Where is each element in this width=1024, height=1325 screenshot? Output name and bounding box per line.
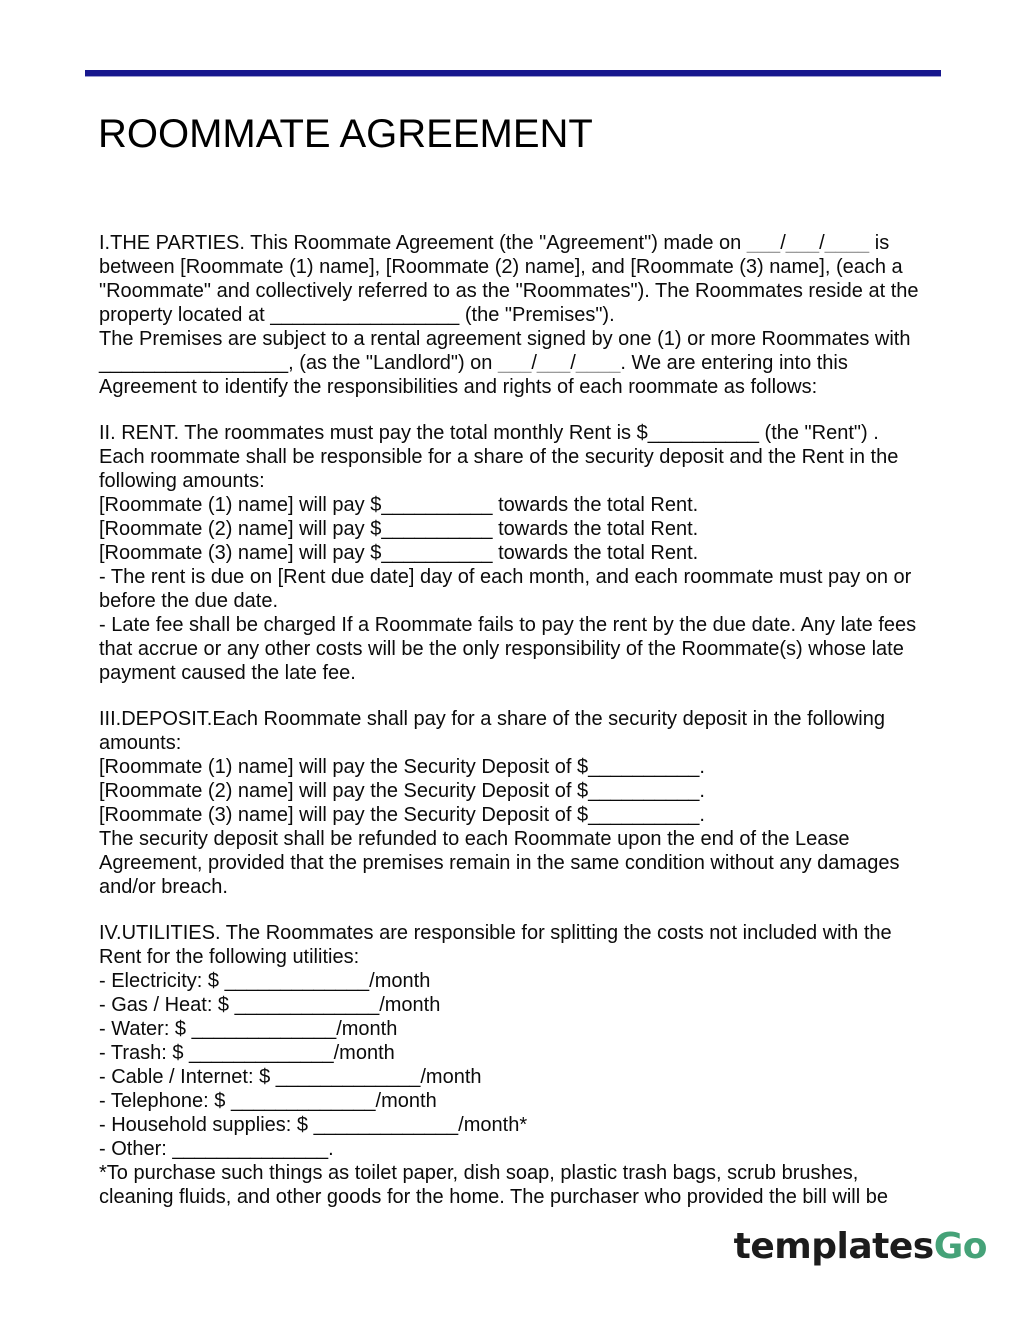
text-segment: . We are entering into this: [620, 352, 848, 374]
text-line: - Late fee shall be charged If a Roommate fails to pay the rent by the due date. Any late fees: [99, 614, 917, 636]
text-line: payment caused the late fee.: [99, 662, 356, 684]
page-title: ROOMMATE AGREEMENT: [98, 112, 593, 156]
text-segment: /: [819, 232, 825, 254]
templatesgo-logo: [734, 1226, 987, 1267]
text-line: - Water: $ _____________/month: [99, 1018, 398, 1040]
text-line: before the due date.: [99, 590, 279, 612]
text-segment: is: [869, 232, 890, 254]
text-line: - The rent is due on [Rent due date] day of each month, and each roommate must pay on or: [99, 566, 912, 588]
header-divider-rule: [85, 70, 941, 77]
text-segment: /: [780, 232, 786, 254]
text-line: property located at _________________ (the "Premises").: [99, 304, 615, 326]
logo-text-templates: templates: [733, 1226, 934, 1267]
text-line: Each roommate shall be responsible for a share of the security deposit and the Rent in the: [99, 446, 899, 468]
text-line: [Roommate (3) name] will pay the Security Deposit of $__________.: [99, 804, 705, 826]
text-line: Rent for the following utilities:: [99, 946, 360, 968]
text-line: following amounts:: [99, 470, 265, 492]
blank-fill-field: ____: [575, 352, 621, 374]
paragraph-utilities: [99, 921, 931, 1209]
paragraph-the-parties: [99, 231, 931, 399]
text-line: [Roommate (1) name] will pay the Security Deposit of $__________.: [99, 756, 705, 778]
text-segment: /: [531, 352, 537, 374]
text-line: [Roommate (1) name] will pay $__________ towards the total Rent.: [99, 494, 699, 516]
paragraph-deposit: [99, 707, 931, 899]
text-line: Agreement to identify the responsibilities and rights of each roommate as follows:: [99, 376, 818, 398]
text-line: [Roommate (3) name] will pay $__________ towards the total Rent.: [99, 542, 699, 564]
text-line: amounts:: [99, 732, 182, 754]
text-line: IV.UTILITIES. The Roommates are responsible for splitting the costs not included with the: [99, 922, 892, 944]
text-line: that accrue or any other costs will be the only responsibility of the Roommate(s) whose late: [99, 638, 904, 660]
text-line: between [Roommate (1) name], [Roommate (2) name], and [Roommate (3) name], (each a: [99, 256, 903, 278]
text-line: "Roommate" and collectively referred to as the "Roommates"). The Roommates reside at the: [99, 280, 919, 302]
text-line: - Household supplies: $ _____________/month*: [99, 1114, 528, 1136]
text-segment: /: [570, 352, 576, 374]
text-line: - Trash: $ _____________/month: [99, 1042, 395, 1064]
text-segment: _________________, (as the "Landlord") on: [99, 352, 498, 374]
logo-text-go: Go: [933, 1226, 987, 1267]
document-body: [99, 231, 931, 1209]
text-line: III.DEPOSIT.Each Roommate shall pay for a share of the security deposit in the following: [99, 708, 885, 730]
text-line: - Electricity: $ _____________/month: [99, 970, 431, 992]
blank-fill-field: ___: [785, 232, 820, 254]
blank-fill-field: ___: [746, 232, 781, 254]
blank-fill-field: ____: [824, 232, 870, 254]
text-line: II. RENT. The roommates must pay the total monthly Rent is $__________ (the "Rent") .: [99, 422, 879, 444]
text-segment: I.THE PARTIES. This Roommate Agreement (the "Agreement") made on: [99, 232, 747, 254]
text-line: *To purchase such things as toilet paper, dish soap, plastic trash bags, scrub brushes,: [99, 1162, 859, 1184]
text-line: Agreement, provided that the premises remain in the same condition without any damages: [99, 852, 900, 874]
text-line: - Cable / Internet: $ _____________/month: [99, 1066, 482, 1088]
text-line: - Gas / Heat: $ _____________/month: [99, 994, 441, 1016]
text-line: [Roommate (2) name] will pay the Security Deposit of $__________.: [99, 780, 705, 802]
blank-fill-field: ___: [497, 352, 532, 374]
text-line: [99, 351, 931, 375]
text-line: [Roommate (2) name] will pay $__________ towards the total Rent.: [99, 518, 699, 540]
text-line: [99, 231, 931, 255]
blank-fill-field: ___: [536, 352, 571, 374]
text-line: - Other: ______________.: [99, 1138, 334, 1160]
text-line: - Telephone: $ _____________/month: [99, 1090, 437, 1112]
text-line: The security deposit shall be refunded to each Roommate upon the end of the Lease: [99, 828, 850, 850]
text-line: and/or breach.: [99, 876, 228, 898]
text-line: cleaning fluids, and other goods for the home. The purchaser who provided the bill will be: [99, 1186, 888, 1208]
paragraph-rent: [99, 421, 931, 685]
text-line: The Premises are subject to a rental agreement signed by one (1) or more Roommates with: [99, 328, 911, 350]
